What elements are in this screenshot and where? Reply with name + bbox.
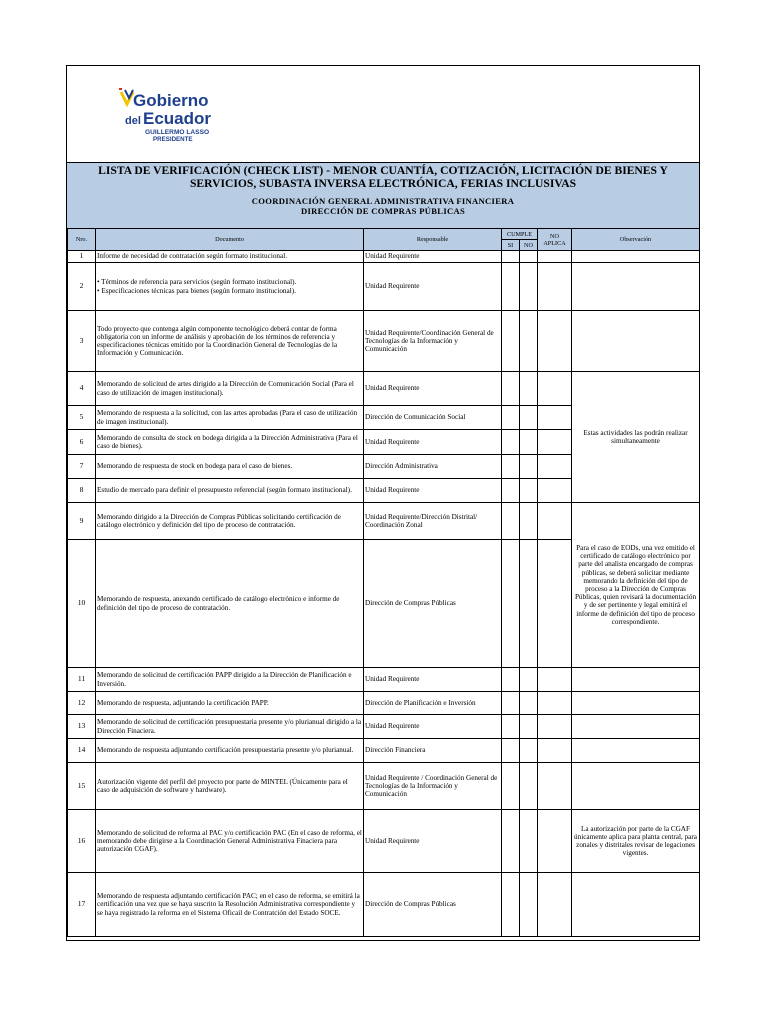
col-observacion: Observación <box>572 229 700 251</box>
row-number: 5 <box>68 406 96 430</box>
table-row <box>68 372 700 406</box>
row-responsible: Unidad Requirente/Dirección Distrital/ Coordinación Zonal <box>364 503 502 540</box>
coordination-name: COORDINACIÓN GENERAL ADMINISTRATIVA FINANCIERA <box>251 196 515 206</box>
col-cumple: CUMPLE <box>502 229 538 240</box>
check-si[interactable] <box>502 692 520 715</box>
row-document-line: • Términos de referencia para servicios (según formato institucional). <box>97 278 297 287</box>
col-documento: Documento <box>96 229 364 251</box>
row-observation <box>572 739 700 763</box>
check-no[interactable] <box>520 503 538 540</box>
check-si[interactable] <box>502 251 520 263</box>
check-no[interactable] <box>520 479 538 503</box>
row-number: 16 <box>68 810 96 873</box>
row-number: 17 <box>68 873 96 937</box>
check-no[interactable] <box>520 692 538 715</box>
check-no[interactable] <box>520 668 538 692</box>
row-number: 11 <box>68 668 96 692</box>
row-observation <box>572 263 700 311</box>
check-no[interactable] <box>520 540 538 668</box>
svg-text:Ecuador: Ecuador <box>143 109 212 128</box>
row-document <box>96 263 364 311</box>
row-number: 15 <box>68 763 96 810</box>
row-responsible: Unidad Requirente <box>364 372 502 406</box>
check-si[interactable] <box>502 739 520 763</box>
check-no[interactable] <box>520 810 538 873</box>
check-si[interactable] <box>502 455 520 479</box>
check-no-aplica[interactable] <box>538 251 572 263</box>
check-si[interactable] <box>502 503 520 540</box>
row-number: 2 <box>68 263 96 311</box>
check-si[interactable] <box>502 430 520 455</box>
check-si[interactable] <box>502 479 520 503</box>
check-si[interactable] <box>502 873 520 937</box>
check-no[interactable] <box>520 430 538 455</box>
department-heading <box>77 196 689 216</box>
row-number: 14 <box>68 739 96 763</box>
row-document-line: • Especificaciones técnicas para bienes (según formato institucional). <box>97 286 296 295</box>
row-responsible: Unidad Requirente <box>364 479 502 503</box>
row-document: Memorando de respuesta, adjuntando la certificación PAPP. <box>96 692 364 715</box>
row-document: Memorando de solicitud de certificación PAPP dirigido a la Dirección de Planificación e Inversión. <box>96 668 364 692</box>
check-si[interactable] <box>502 715 520 739</box>
row-document: Estudio de mercado para definir el presupuesto referencial (según formato institucional). <box>96 479 364 503</box>
row-document: Memorando de respuesta adjuntando certificación presupuestaria presente y/o plurianual. <box>96 739 364 763</box>
check-no[interactable] <box>520 251 538 263</box>
col-no-aplica: NO APLICA <box>538 229 572 251</box>
row-responsible: Dirección de Comunicación Social <box>364 406 502 430</box>
row-observation <box>572 692 700 715</box>
row-responsible: Unidad Requirente <box>364 810 502 873</box>
row-responsible: Dirección Administrativa <box>364 455 502 479</box>
check-no-aplica[interactable] <box>538 739 572 763</box>
check-no-aplica[interactable] <box>538 715 572 739</box>
check-si[interactable] <box>502 540 520 668</box>
check-no-aplica[interactable] <box>538 540 572 668</box>
check-no[interactable] <box>520 406 538 430</box>
row-observation <box>572 311 700 372</box>
row-document: Autorización vigente del perfil del proyecto por parte de MINTEL (Únicamente para el caso de adquisición de software y hardware). <box>96 763 364 810</box>
row-responsible: Dirección Financiera <box>364 739 502 763</box>
table-row <box>68 263 700 311</box>
row-number: 6 <box>68 430 96 455</box>
svg-text:Gobierno: Gobierno <box>133 91 209 110</box>
table-row <box>68 251 700 263</box>
check-no-aplica[interactable] <box>538 430 572 455</box>
row-number: 7 <box>68 455 96 479</box>
check-no-aplica[interactable] <box>538 668 572 692</box>
row-number: 10 <box>68 540 96 668</box>
check-no-aplica[interactable] <box>538 692 572 715</box>
row-document: Memorando de respuesta de stock en bodega para el caso de bienes. <box>96 455 364 479</box>
table-row <box>68 668 700 692</box>
check-si[interactable] <box>502 668 520 692</box>
row-responsible: Dirección de Compras Públicas <box>364 873 502 937</box>
check-no-aplica[interactable] <box>538 479 572 503</box>
check-no-aplica[interactable] <box>538 372 572 406</box>
row-observation <box>572 873 700 937</box>
row-document: Memorando de respuesta, anexando certificado de catálogo electrónico e informe de definición del tipo de proceso de contratación. <box>96 540 364 668</box>
check-no[interactable] <box>520 873 538 937</box>
check-no-aplica[interactable] <box>538 873 572 937</box>
row-responsible: Unidad Requirente <box>364 430 502 455</box>
row-responsible: Unidad Requirente <box>364 668 502 692</box>
table-row <box>68 810 700 873</box>
row-document: Memorando de respuesta adjuntando certificación PAC; en el caso de reforma, se emitirá la certificación una vez que se haya suscrito la Resolución Administrativa correspondiente y se haya registrado la reforma en el Sistema Oficail de Contratción del Estado SOCE. <box>96 873 364 937</box>
row-responsible: Dirección de Planificación e Inversión <box>364 692 502 715</box>
check-si[interactable] <box>502 810 520 873</box>
check-no[interactable] <box>520 263 538 311</box>
logo-area <box>67 66 699 162</box>
row-number: 1 <box>68 251 96 263</box>
row-document: Memorando de solicitud de reforma al PAC y/o certificación PAC (En el caso de reforma, el memorando debe dirigirse a la Coordinación General Administrativa Finaciera para autorización CGAF). <box>96 810 364 873</box>
row-observation <box>572 251 700 263</box>
check-si[interactable] <box>502 763 520 810</box>
check-no-aplica[interactable] <box>538 503 572 540</box>
check-no[interactable] <box>520 372 538 406</box>
row-document: Memorando de solicitud de certificación presupuestaria presente y/o plurianual dirigido a la Dirección Finaciera. <box>96 715 364 739</box>
table-row <box>68 503 700 540</box>
observation-eods: Para el caso de EODs, una vez emitido el certificado de catálogo electrónico por parte del analista encargado de compras públicas, se deberá solicitar mediante memorando la definición del tipo de proceso a la Dirección de Compras Públicas, quien revisará la documentación y de ser pertinente y legal emitirá el informe de definición del tipo de proceso correspondiente. <box>572 503 700 668</box>
row-observation <box>572 668 700 692</box>
check-no-aplica[interactable] <box>538 406 572 430</box>
direction-name: DIRECCIÓN DE COMPRAS PÚBLICAS <box>300 206 466 216</box>
row-observation <box>572 715 700 739</box>
gobierno-ecuador-logo <box>119 84 229 150</box>
check-no[interactable] <box>520 715 538 739</box>
check-no-aplica[interactable] <box>538 810 572 873</box>
check-no[interactable] <box>520 455 538 479</box>
svg-text:GUILLERMO LASSO: GUILLERMO LASSO <box>145 129 210 136</box>
row-responsible: Unidad Requirente / Coordinación General de Tecnologías de la Información y Comunicación <box>364 763 502 810</box>
check-no-aplica[interactable] <box>538 763 572 810</box>
row-responsible: Unidad Requirente <box>364 715 502 739</box>
check-si[interactable] <box>502 311 520 372</box>
row-number: 9 <box>68 503 96 540</box>
check-si[interactable] <box>502 406 520 430</box>
row-document: Memorando de respuesta a la solicitud, con las artes aprobadas (Para el caso de utilización de imagen institucional). <box>96 406 364 430</box>
col-nro: Nro. <box>68 229 96 251</box>
table-row <box>68 873 700 937</box>
row-number: 3 <box>68 311 96 372</box>
row-responsible: Dirección de Compras Públicas <box>364 540 502 668</box>
check-no[interactable] <box>520 763 538 810</box>
row-number: 4 <box>68 372 96 406</box>
row-responsible: Unidad Requirente/Coordinación General de Tecnologías de la Información y Comunicación <box>364 311 502 372</box>
table-row <box>68 692 700 715</box>
row-document: Todo proyecto que contenga algún componente tecnológico deberá contar de forma obligatoria con un informe de análisis y aprobación de los términos de referencia y especificaciones técnicas emitido por la Coordinación General de Tecnologías de la Información y Comunicación. <box>96 311 364 372</box>
row-document: Informe de necesidad de contratación según formato institucional. <box>96 251 364 263</box>
row-responsible: Unidad Requirente <box>364 263 502 311</box>
col-no: NO <box>520 240 538 251</box>
checklist-title: LISTA DE VERIFICACIÓN (CHECK LIST) - MENOR CUANTÍA, COTIZACIÓN, LICITACIÓN DE BIENES Y SERVICIOS, SUBASTA INVERSA ELECTRÓNICA, FERIAS INCLUSIVAS <box>98 164 668 190</box>
row-number: 12 <box>68 692 96 715</box>
row-number: 13 <box>68 715 96 739</box>
check-no-aplica[interactable] <box>538 311 572 372</box>
table-row <box>68 763 700 810</box>
row-document: Memorando dirigido a la Dirección de Compras Públicas solicitando certificación de catálogo electrónico y definición del tipo de proceso de contratación. <box>96 503 364 540</box>
check-no[interactable] <box>520 311 538 372</box>
check-si[interactable] <box>502 372 520 406</box>
svg-text:del: del <box>125 115 141 127</box>
row-observation <box>572 763 700 810</box>
check-si[interactable] <box>502 263 520 311</box>
svg-text:PRESIDENTE: PRESIDENTE <box>153 136 193 143</box>
check-no-aplica[interactable] <box>538 455 572 479</box>
table-row <box>68 739 700 763</box>
checklist-sheet <box>66 65 700 941</box>
check-no[interactable] <box>520 739 538 763</box>
observation-cgaf: La autorización por parte de la CGAF únicamente aplica para planta central, para zonales y distritales revisar de legaciones vigentes. <box>572 810 700 873</box>
col-responsable: Responsable <box>364 229 502 251</box>
row-document: Memorando de solicitud de artes dirigido a la Dirección de Comunicación Social (Para el caso de utilización de imagen institucional). <box>96 372 364 406</box>
check-no-aplica[interactable] <box>538 263 572 311</box>
row-document: Memorando de consulta de stock en bodega dirigida a la Dirección Administrativa (Para el caso de bienes). <box>96 430 364 455</box>
table-row <box>68 715 700 739</box>
observation-simultaneous: Estas actividades las podrán realizar simultaneamente <box>572 372 700 503</box>
row-responsible: Unidad Requirente <box>364 251 502 263</box>
col-si: SI <box>502 240 520 251</box>
table-row <box>68 311 700 372</box>
checklist-table <box>67 228 700 937</box>
row-number: 8 <box>68 479 96 503</box>
